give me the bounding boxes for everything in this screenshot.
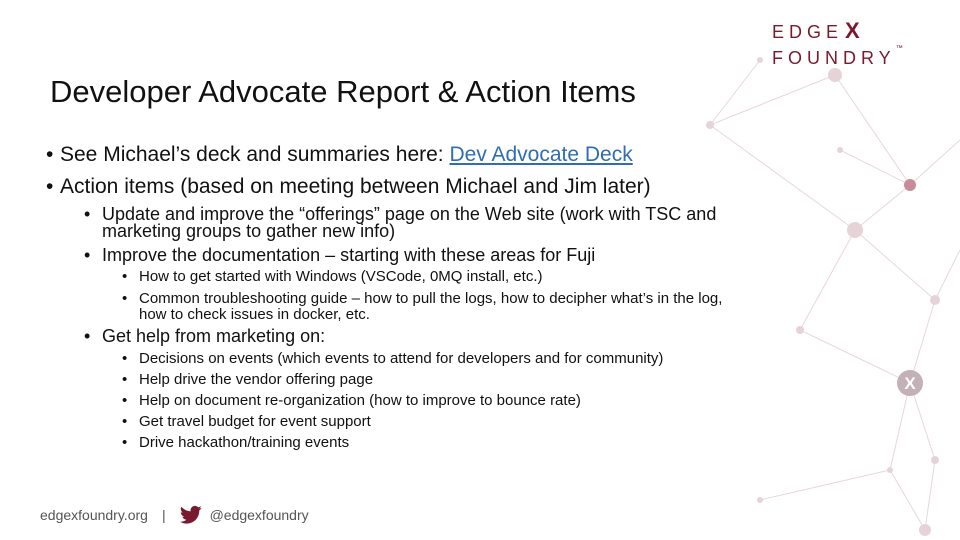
bullet-offerings-text: Update and improve the “offerings” page on the Web site (work with TSC and	[102, 204, 717, 224]
list-item-text: Help on document re-organization (how to improve to bounce rate)	[139, 392, 581, 409]
bullet-deck-text: See Michael’s deck and summaries here:	[60, 143, 450, 166]
logo-foundry-text: FOUNDRY	[772, 48, 896, 68]
footer-site[interactable]: edgexfoundry.org	[40, 507, 148, 523]
logo-trademark: ™	[895, 45, 903, 52]
bullet-marketing-text: Get help from marketing on:	[102, 326, 326, 346]
bullet-documentation	[84, 245, 595, 266]
edgex-badge-icon	[897, 370, 923, 396]
logo-edge-text: EDGE	[772, 22, 844, 42]
bullet-action-items-text: Action items (based on meeting between Michael and Jim later)	[60, 175, 651, 198]
dev-advocate-deck-link[interactable]: Dev Advocate Deck	[449, 143, 633, 166]
list-item	[122, 413, 371, 430]
list-item-text: Drive hackathon/training events	[139, 434, 350, 451]
bullet-marker: •	[46, 175, 54, 198]
twitter-bird-icon	[180, 505, 202, 525]
list-item	[122, 392, 581, 409]
list-item	[122, 371, 373, 388]
bullet-marker: •	[46, 143, 54, 166]
bullet-offerings-continuation: marketing groups to gather new info)	[102, 221, 396, 241]
bullet-troubleshooting	[122, 290, 722, 307]
bullet-troubleshooting-continuation: how to check issues in docker, etc.	[139, 306, 370, 323]
svg-text:X: X	[904, 374, 916, 393]
bullet-marker: •	[122, 434, 128, 451]
list-item	[122, 434, 349, 451]
footer-twitter-handle[interactable]: @edgexfoundry	[209, 507, 309, 523]
logo-x-mark: X	[845, 18, 860, 43]
bullet-windows	[122, 268, 542, 285]
bullet-marker: •	[84, 245, 91, 265]
bullet-action-items	[46, 175, 651, 199]
list-item-text: Decisions on events (which events to attend for developers and for community)	[139, 350, 664, 367]
bullet-marker: •	[122, 350, 128, 367]
bullet-marker: •	[84, 326, 91, 346]
slide-title: Developer Advocate Report & Action Items	[50, 74, 636, 109]
list-item	[122, 350, 663, 367]
bullet-marker: •	[122, 413, 128, 430]
bullet-marker: •	[122, 268, 128, 285]
bullet-documentation-text: Improve the documentation – starting with these areas for Fuji	[102, 245, 596, 265]
footer	[40, 505, 309, 525]
bullet-marker: •	[122, 371, 128, 388]
bullet-marker: •	[84, 204, 91, 224]
edgex-foundry-logo	[772, 18, 942, 68]
list-item-text: Get travel budget for event support	[139, 413, 371, 430]
footer-separator: |	[161, 507, 166, 523]
bullet-marketing	[84, 326, 325, 347]
bullet-marker: •	[122, 290, 128, 307]
bullet-troubleshooting-text: Common troubleshooting guide – how to pull the logs, how to decipher what’s in the log,	[139, 290, 723, 307]
list-item-text: Help drive the vendor offering page	[139, 371, 374, 388]
bullet-windows-text: How to get started with Windows (VSCode, 0MQ install, etc.)	[139, 268, 543, 285]
bullet-deck	[46, 143, 633, 167]
bullet-marker: •	[122, 392, 128, 409]
